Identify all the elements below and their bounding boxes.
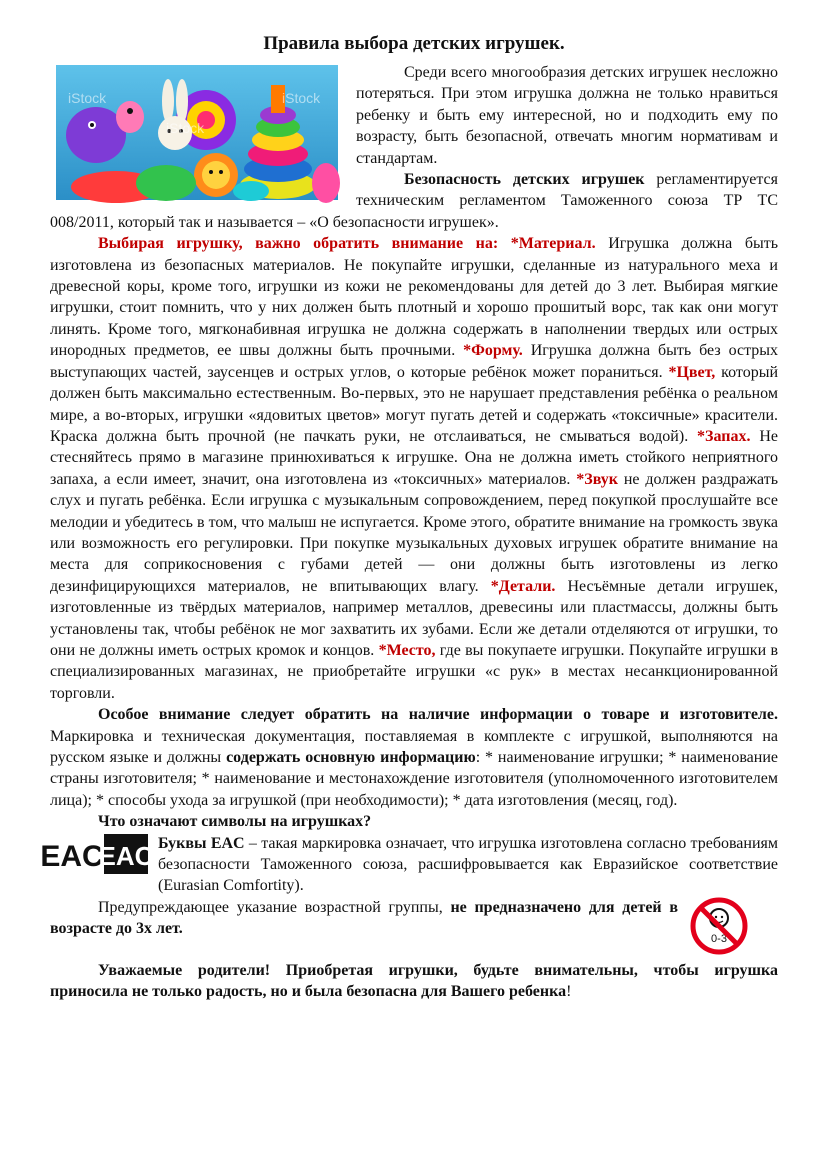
eac-logo-boxed-icon [98,834,154,874]
criteria-paragraph: Выбирая игрушку, важно обратить внимание на: *Материал. Игрушка должна быть изготовлена из безопасных материалов. Не покупайте игрушки, сделанные из натурального меха и древесной коры, кроме того, игрушки из кожи не рекомендованы для детей до 3 лет. Выбирая мягкие игрушки, стоит помнить, что у них должен быть плотный и хорошо прошитый ворс, так как они могут линять. Кроме того, мягконабивная игрушка не должна содержать в наполнении твердых или острых инородных предметов, ее швы должны быть прочными. *Форму. Игрушка должна быть без острых выступающих частей, заусенцев и острых углов, о которые ребёнок может пораниться. *Цвет, который должен быть максимально естественным. Во-первых, это не нарушает представления ребёнка о реальном мире, а во-вторых, игрушки «ядовитых цветов» могут пугать детей и содержать «токсичные» красители. Краска должна быть прочной (не пачкать руки, не отслаиваться, не смываться водой). *Запах. Не стесняйтесь прямо в магазине принюхиваться к игрушке. Она не должна иметь стойкого неприятного запаха, а если имеет, значит, она изготовлена из «токсичных» материалов. *Звук не должен раздражать слух и пугать ребёнка. Если игрушка с музыкальным сопровождением, перед покупкой прослушайте все мелодии и убедитесь в том, что малыш не испугается. Кроме этого, обратите внимание на громкость звука или возможность его регулировки. При покупке музыкальных духовых игрушек обратите внимание на места для соприкосновения с губами детей — они должны быть изготовлены из легко дезинфицирующихся материалов, не впитывающих влагу. *Детали. Несъёмные детали игрушек, изготовленные из твёрдых материалов, например металлов, древесины или пластмассы, должны быть установлены так, чтобы ребёнок не мог захватить их зубами. Если же детали отделяются от игрушки, то они не должны иметь острых кромок и концов. *Место, где вы покупаете игрушки. Покупайте игрушки в специализированных магазинах, не приобретайте игрушки «с рук» в местах несанкционированной торговли. [50,235,779,702]
watermark-2: iStock [166,120,205,136]
safety-bold: Безопасность детских игрушек [404,171,645,189]
criteria-lead: Выбирая игрушку, важно обратить внимание на: *Материал. [98,235,596,253]
age-warning-sign [690,897,748,960]
watermark-1: iStock [68,90,107,106]
criterion-sound: *Звук [576,470,619,488]
criterion-color: *Цвет, [668,363,716,381]
symbols-heading: Что означают символы на игрушках? [98,813,372,831]
eac-logos [40,834,154,874]
eac-paragraph: Буквы EAC – такая маркировка означает, что игрушка изготовлена согласно требованиям безопасности Таможенного союза, расшифровывается как Евразийское соответствие (Eurasian Comfortity). [158,834,779,895]
svg-text:0-3: 0-3 [711,932,727,945]
toys-illustration [56,65,338,200]
eac-logo-plain-icon [40,834,104,874]
svg-text:EAC: EAC [40,839,104,873]
criterion-details: *Детали. [490,577,556,595]
toys-photo [56,65,338,200]
page-title: Правила выбора детских игрушек. [263,33,565,54]
not-for-under-3-icon [690,897,748,955]
svg-text:EAC: EAC [98,840,154,871]
criterion-smell: *Запах. [697,427,751,445]
safety-paragraph: Безопасность детских игрушек регламентируется техническим регламентом Таможенного союза ТР ТС 008/2011, который так и называется – «О безопасности игрушек». [50,171,778,231]
watermark-3: iStock [282,90,321,106]
document-page [40,32,779,1003]
closing-paragraph: Уважаемые родители! Приобретая игрушки, будьте внимательны, чтобы игрушка приносила не только радость, но и была безопасна для Вашего ребенка! [50,961,778,1001]
criterion-place: *Место, [378,641,436,659]
info-paragraph: Особое внимание следует обратить на наличие информации о товаре и изготовителе. Маркировка и техническая документация, поставляемая в комплекте с игрушкой, выполняются на русском языке и должны содержать основную информацию: * наименование игрушки; * наименование страны изготовителя; * наименование и местонахождение изготовителя (уполномоченного изготовителем лица); * способы ухода за игрушкой (при необходимости); * дата изготовления (месяц, год). [50,706,778,809]
intro-paragraph: Среди всего многообразия детских игрушек несложно потеряться. При этом игрушка должна не только нравиться ребенку и быть ему интересной, но и подходить ему по возрасту, быть безопасной, отвечать многим нормативам и стандартам. [356,64,778,167]
criterion-form: *Форму. [463,342,523,360]
age-warning-paragraph: Предупреждающее указание возрастной группы, не предназначено для детей в возрасте до 3х лет. [50,898,678,938]
